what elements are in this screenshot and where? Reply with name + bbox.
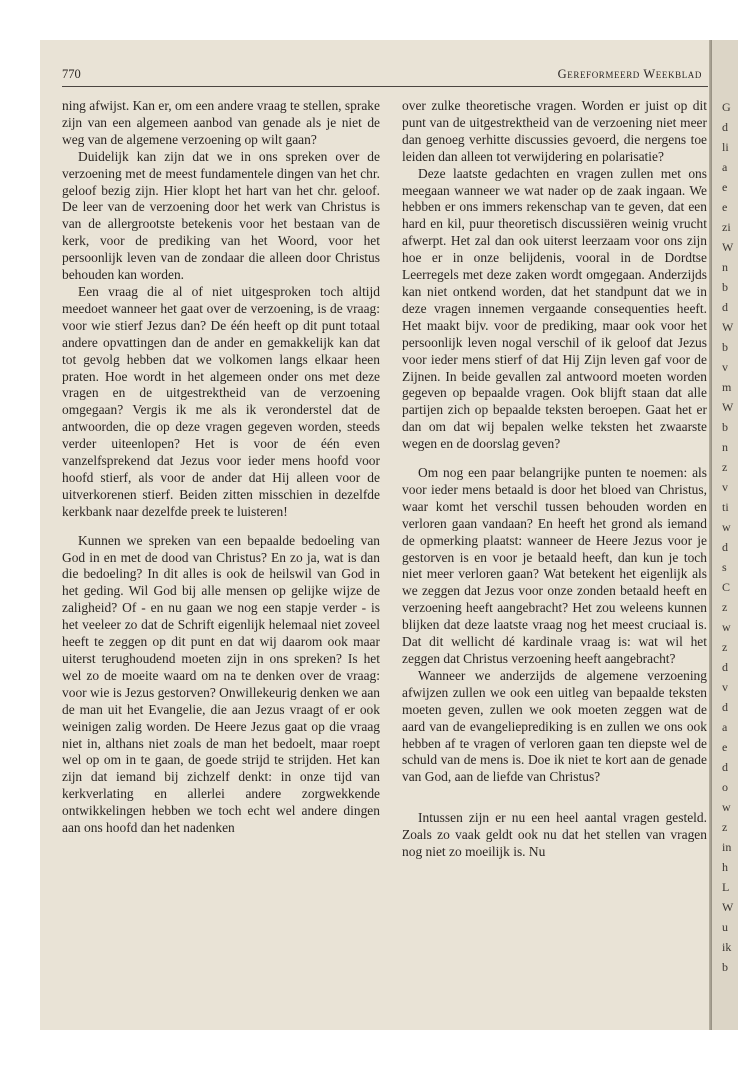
text-fragment: u	[722, 920, 728, 934]
text-fragment: s	[722, 560, 727, 574]
text-fragment: d	[722, 760, 728, 774]
text-fragment: li	[722, 140, 729, 154]
right-column	[402, 98, 707, 861]
text-fragment: m	[722, 380, 732, 394]
page-header	[62, 67, 708, 85]
paragraph: Een vraag die al of niet uitgesproken toch altijd meedoet wanneer het gaat over de verzoening, is de vraag: voor wie stierf Jezus dan? De één heeft op dit punt totaal andere opvattingen dan de ander en gemakkelijk kan dat tot gevolg hebben dat we volkomen langs elkaar heen praten. Hoe wordt in het algemeen onder ons met deze vragen en de uitgestrektheid van de verzoening omgegaan? Vergis ik me als ik veronderstel dat de antwoorden, die op deze vragen gegeven worden, steeds verder uiteenlopen? Het is voor de één even vanzelfsprekend dat Jezus voor ieder mens hoofd voor hoofd stierf, als voor de ander dat Hij alleen voor de uitverkorenen stierf. Beiden zitten misschien in dezelfde kerkbank naar dezelfde preek te luisteren!	[62, 283, 380, 519]
text-fragment: n	[722, 260, 728, 274]
text-fragment: z	[722, 460, 728, 474]
text-fragment: d	[722, 120, 728, 134]
text-fragment: C	[722, 580, 731, 594]
text-fragment: W	[722, 400, 734, 414]
text-fragment: w	[722, 520, 731, 534]
text-fragment: z	[722, 820, 728, 834]
text-fragment: zi	[722, 220, 731, 234]
text-fragment: L	[722, 880, 730, 894]
text-fragment: d	[722, 700, 728, 714]
text-fragment: a	[722, 720, 728, 734]
text-fragment: d	[722, 540, 728, 554]
text-fragment: w	[722, 620, 731, 634]
left-column	[62, 98, 380, 837]
text-fragment: a	[722, 160, 728, 174]
page-number: 770	[62, 67, 81, 81]
text-fragment: W	[722, 900, 734, 914]
text-fragment: b	[722, 340, 728, 354]
text-fragment: b	[722, 960, 728, 974]
text-fragment: d	[722, 660, 728, 674]
text-fragment: z	[722, 600, 728, 614]
text-fragment: v	[722, 360, 728, 374]
text-fragment: d	[722, 300, 728, 314]
text-fragment: ik	[722, 940, 732, 954]
text-fragment: G	[722, 100, 731, 114]
text-fragment: v	[722, 680, 728, 694]
paragraph: Deze laatste gedachten en vragen zullen met ons meegaan wanneer we wat nader op de zaak ingaan. We hebben er ons immers rekenschap van te geven, dat een hard en kil, puur theoretisch discussiëren weinig vrucht afwerpt. Het zal dan ook uiterst leerzaam voor ons zijn hoe er in onze belijdenis, vooral in de Dordtse Leerregels met deze zaken wordt omgegaan. Anderzijds kan niet ontkend worden, dat het standpunt dat we in deze vragen innemen vergaande consequenties heeft. Het maakt bijv. voor de prediking, maar ook voor het persoonlijk leven nogal verschil of ik geloof dat Jezus voor ieder mens stierf of dat Hij Zijn leven gaf voor de Zijnen. In beide gevallen zal antwoord moeten worden gegeven op bepaalde vragen. Ook blijft staan dat alle partijen zich op bepaalde teksten beroepen. Gaat het er dan om dat wij bepalen welke teksten het zwaarste wegen en de doorslag geven?	[402, 165, 707, 452]
text-fragment: v	[722, 480, 728, 494]
paragraph: Duidelijk kan zijn dat we in ons spreken over de verzoening met de meest fundamentele dingen van het chr. geloof bezig zijn. Hier klopt het hart van het chr. geloof. De leer van de verzoening door het werk van Christus is van de allergrootste betekenis voor het bestaan van de kerk, voor de prediking van het Woord, voor het persoonlijk leven van de zondaar die alleen door Christus behouden kan worden.	[62, 148, 380, 283]
text-fragment: b	[722, 280, 728, 294]
text-fragment: W	[722, 320, 734, 334]
running-title: Gereformeerd Weekblad	[557, 67, 702, 81]
text-fragment: ti	[722, 500, 729, 514]
paragraph: ning afwijst. Kan er, om een andere vraag te stellen, sprake zijn van een algemeen aanbod van genade als je niet de weg van de algemene verzoening op wilt gaan?	[62, 98, 380, 147]
text-fragment: z	[722, 640, 728, 654]
text-fragment: W	[722, 240, 734, 254]
text-fragment: in	[722, 840, 732, 854]
text-fragment: e	[722, 740, 728, 754]
paragraph: Om nog een paar belangrijke punten te noemen: als voor ieder mens betaald is door het bloed van Christus, waar komt het verschil tussen behouden worden en verloren gaan vandaan? En heeft het grond als iemand de opmerking plaatst: wanneer de Heere Jezus voor je gestorven is en voor je betaald heeft, dan kun je toch niet meer verloren gaan? Wat betekent het eigenlijk als we zeggen dat Jezus voor onze zonden betaald heeft en verzoening heeft aangebracht? Het zou weleens kunnen blijken dat deze laatste vraag nog het meest cruciaal is. Dat dit wellicht dé kardinale vraag is: wat wil het zeggen dat Christus verzoening heeft aangebracht?	[402, 465, 707, 666]
header-rule	[62, 86, 708, 87]
text-fragment: w	[722, 800, 731, 814]
text-fragment: e	[722, 200, 728, 214]
text-fragment: h	[722, 860, 728, 874]
paragraph: Wanneer we anderzijds de algemene verzoening afwijzen zullen we ook een uitleg van bepaalde teksten moeten geven, zullen we ook moeten zeggen wat de aard van de evangelieprediking is en zullen we ons ook hebben af te vragen of verloren gaan ten diepste wel de schuld van de mens is. Doe ik niet te kort aan de genade van God, aan de liefde van Christus?	[402, 667, 707, 785]
text-fragment: b	[722, 420, 728, 434]
text-fragment: n	[722, 440, 728, 454]
text-fragment: e	[722, 180, 728, 194]
paragraph: Kunnen we spreken van een bepaalde bedoeling van God in en met de dood van Christus? En zo ja, wat is dan die bedoeling? In dit alles is ook de heilswil van God in het geding. Wil God bij alle mensen op gelijke wijze de zaligheid? Of - en nu gaan we nog een stapje verder - is het veeleer zo dat de Schrift eigenlijk helemaal niet zoveel heeft te zeggen op dit punt en dat wij daarom ook maar uiterst terughoudend moeten zijn in ons spreken? Is het wel zo de moeite waard om na te denken over de vraag: voor wie is Jezus gestorven? Onwillekeurig denken we aan de man uit het Evangelie, die aan Jezus vraagt of er ook weinigen zalig worden. De Heere Jezus gaat op die vraag niet in, althans niet zoals de man het bedoelt, maar roept wel op om in te gaan, de goede strijd te strijden. Het kan zijn dat iemand bij zichzelf denkt: in onze tijd van kerkverlating en allerlei andere zorgwekkende ontwikkelingen hebben we toch echt wel andere dingen aan ons hoofd dan het nadenken	[62, 532, 380, 836]
next-page-text-fragments	[722, 100, 738, 1020]
text-fragment: o	[722, 780, 728, 794]
paragraph: Intussen zijn er nu een heel aantal vragen gesteld. Zoals zo vaak geldt ook nu dat het stellen van vragen nog niet zo moeilijk is. Nu	[402, 810, 707, 860]
paragraph: over zulke theoretische vragen. Worden er juist op dit punt van de uitgestrektheid van de verzoening niet meer dan genoeg verhitte discussies gevoerd, die nergens toe leiden dan alleen tot verwijdering en polarisatie?	[402, 98, 707, 164]
